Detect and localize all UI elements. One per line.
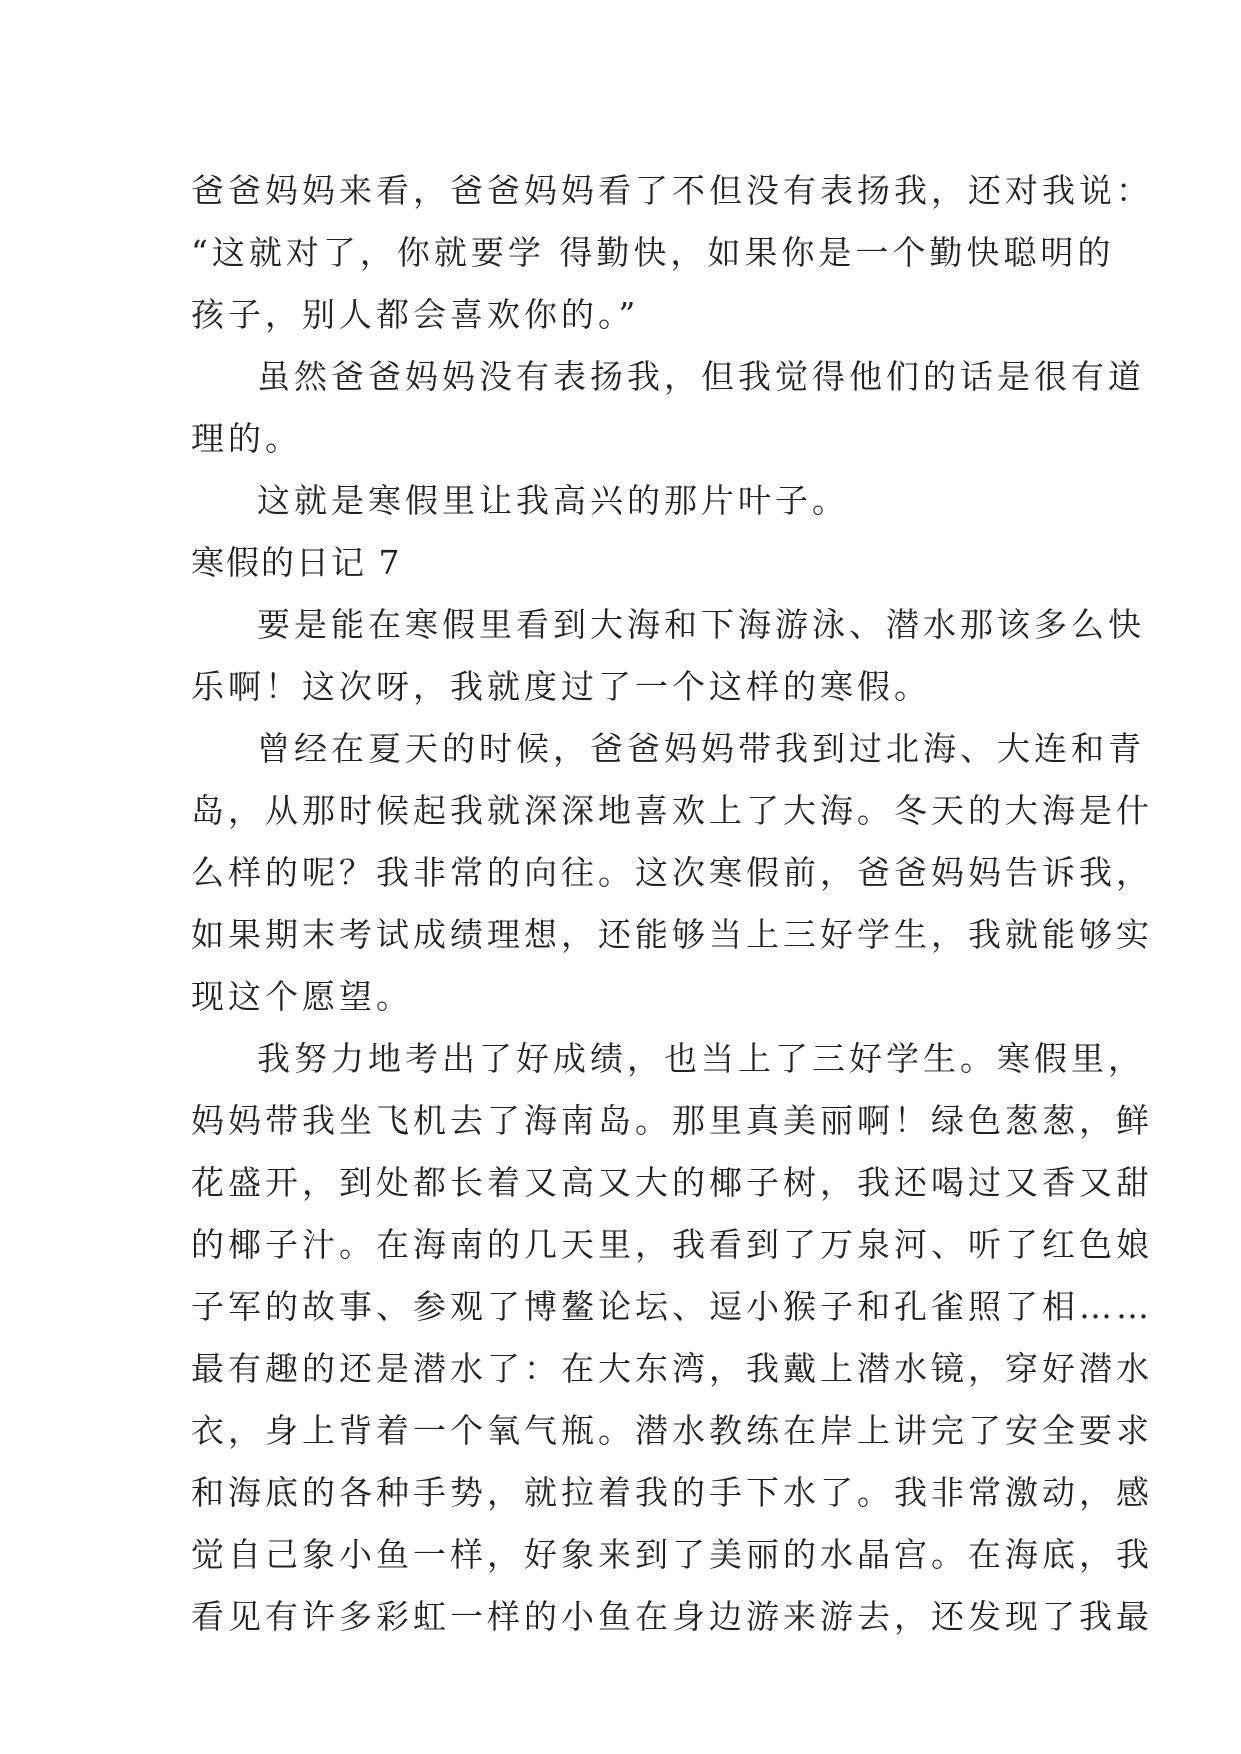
text-line: 理的。 xyxy=(191,419,302,458)
text-line: 乐啊！这次呀，我就度过了一个这样的寒假。 xyxy=(191,667,931,706)
text-line: 的椰子汁。在海南的几天里，我看到了万泉河、听了红色娘 xyxy=(191,1225,1153,1264)
text-line: 现这个愿望。 xyxy=(191,977,413,1016)
text-line: 曾经在夏天的时候，爸爸妈妈带我到过北海、大连和青 xyxy=(257,729,1145,768)
text-line: 如果期末考试成绩理想，还能够当上三好学生，我就能够实 xyxy=(191,915,1153,954)
section-heading: 寒假的日记 7 xyxy=(191,543,402,582)
text-line: 这就是寒假里让我高兴的那片叶子。 xyxy=(257,481,849,520)
text-line: 么样的呢？我非常的向往。这次寒假前，爸爸妈妈告诉我， xyxy=(191,853,1153,892)
text-line: “这就对了，你就要学 得勤快，如果你是一个勤快聪明的 xyxy=(191,233,1115,272)
text-line: 妈妈带我坐飞机去了海南岛。那里真美丽啊！绿色葱葱，鲜 xyxy=(191,1101,1153,1140)
text-line: 虽然爸爸妈妈没有表扬我，但我觉得他们的话是很有道 xyxy=(257,357,1145,396)
text-line: 子军的故事、参观了博鳌论坛、逗小猴子和孔雀照了相…… xyxy=(191,1287,1153,1326)
text-line: 看见有许多彩虹一样的小鱼在身边游来游去，还发现了我最 xyxy=(191,1597,1153,1636)
text-line: 和海底的各种手势，就拉着我的手下水了。我非常激动，感 xyxy=(191,1473,1153,1512)
text-line: 花盛开，到处都长着又高又大的椰子树，我还喝过又香又甜 xyxy=(191,1163,1153,1202)
text-line: 衣，身上背着一个氧气瓶。潜水教练在岸上讲完了安全要求 xyxy=(191,1411,1153,1450)
text-line: 最有趣的还是潜水了：在大东湾，我戴上潜水镜，穿好潜水 xyxy=(191,1349,1153,1388)
text-line: 觉自己象小鱼一样，好象来到了美丽的水晶宫。在海底，我 xyxy=(191,1535,1153,1574)
text-line: 岛，从那时候起我就深深地喜欢上了大海。冬天的大海是什 xyxy=(191,791,1153,830)
text-line: 爸爸妈妈来看，爸爸妈妈看了不但没有表扬我，还对我说： xyxy=(191,171,1153,210)
document-body xyxy=(191,160,1153,1648)
text-line: 我努力地考出了好成绩，也当上了三好学生。寒假里， xyxy=(257,1039,1145,1078)
text-line: 孩子，别人都会喜欢你的。” xyxy=(191,295,640,334)
text-line: 要是能在寒假里看到大海和下海游泳、潜水那该多么快 xyxy=(257,605,1145,644)
